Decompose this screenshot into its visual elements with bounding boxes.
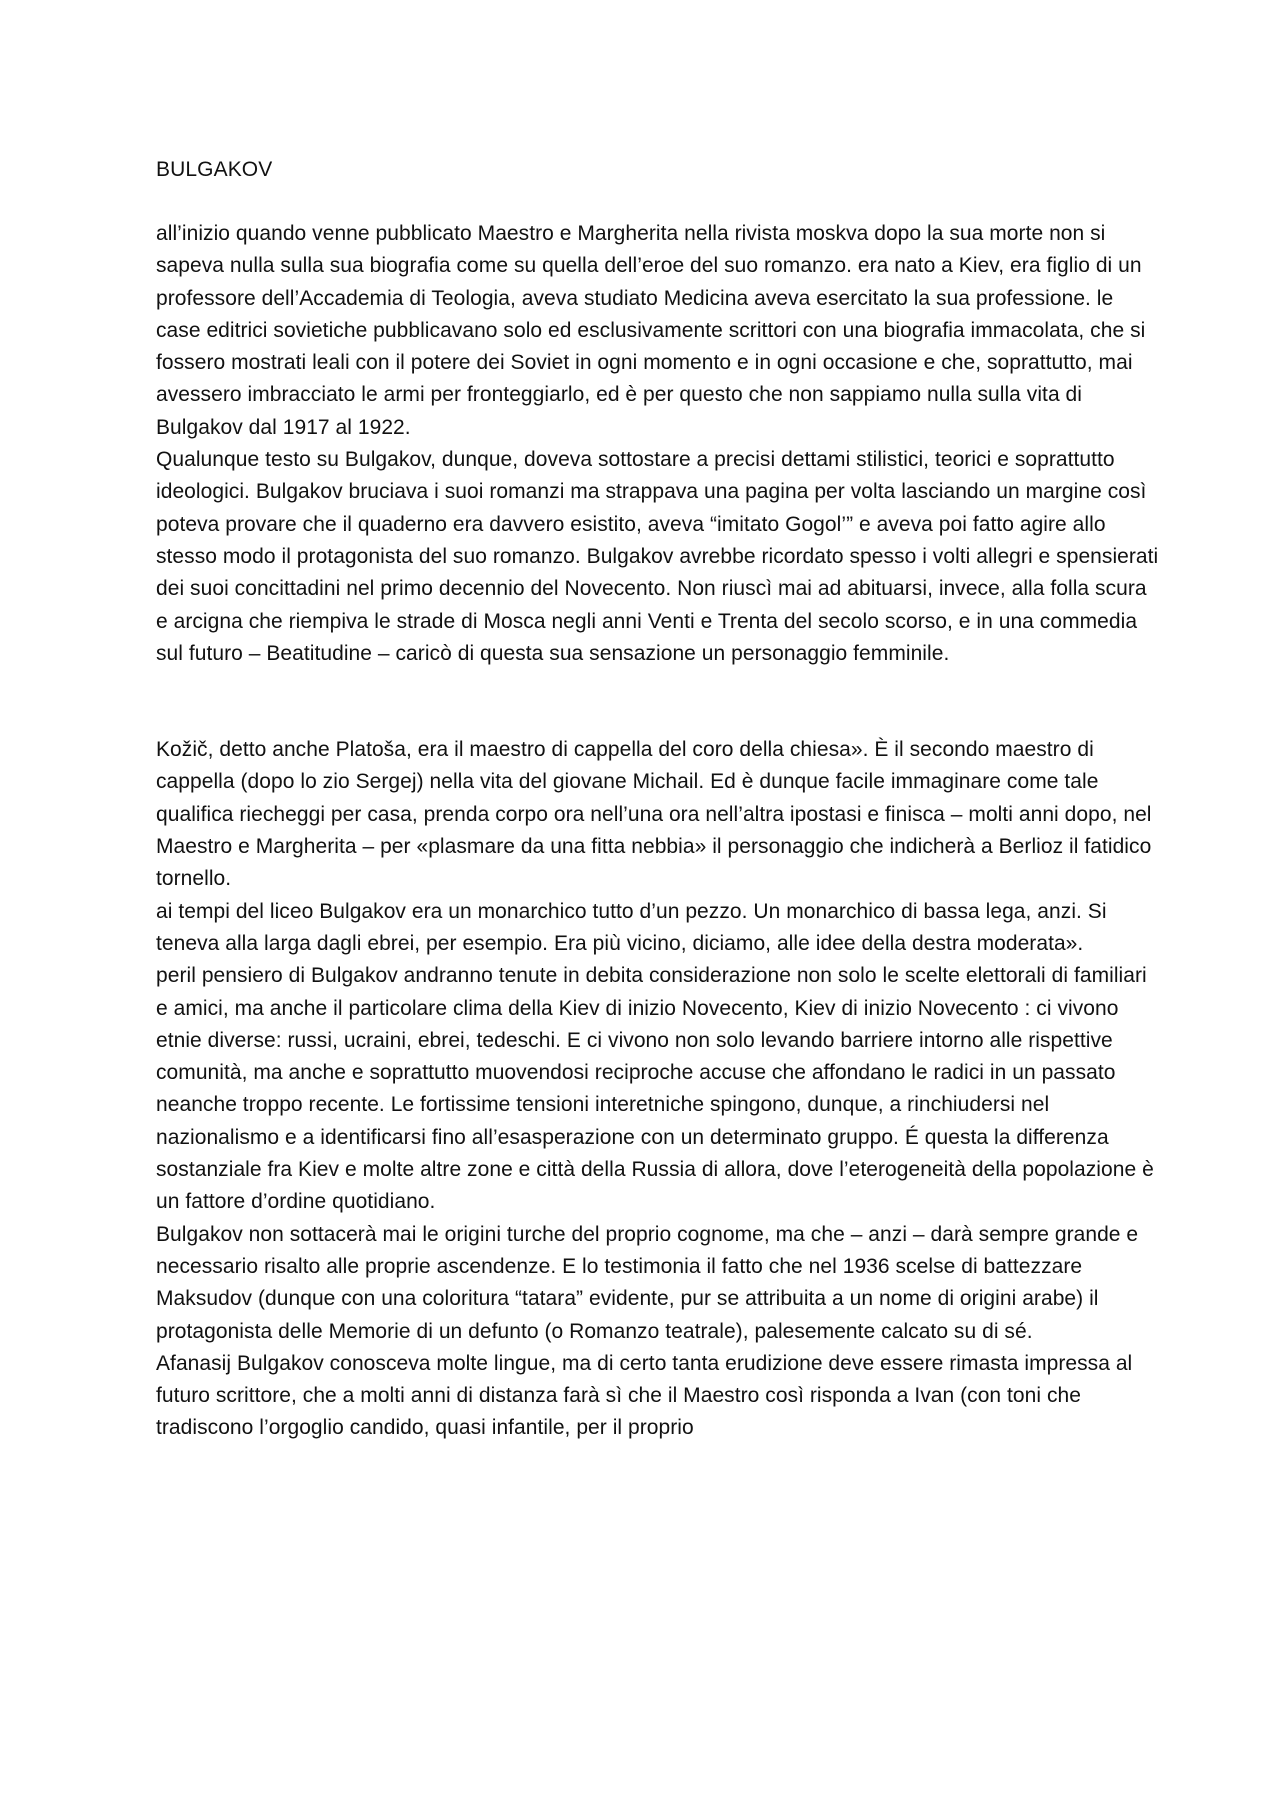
paragraph: Bulgakov non sottacerà mai le origini turche del proprio cognome, ma che – anzi – darà sempre grande e necessario risalto alle proprie ascendenze. E lo testimonia il fatto che nel 1936 scelse di battezzare Maksudov (dunque con una coloritura “tatara” evidente, pur se attribuita a un nome di origini arabe) il protagonista delle Memorie di un defunto (o Romanzo teatrale), palesemente calcato su di sé. [156,1222,1139,1343]
paragraph: Afanasij Bulgakov conosceva molte lingue, ma di certo tanta erudizione deve essere rimasta impressa al futuro scrittore, che a molti anni di distanza farà sì che il Maestro così risponda a Ivan (con toni che tradiscono l’orgoglio candido, quasi infantile, per il proprio [156,1351,1133,1440]
paragraph: ai tempi del liceo Bulgakov era un monarchico tutto d’un pezzo. Un monarchico di bassa lega, anzi. Si teneva alla larga dagli ebrei, per esempio. Era più vicino, diciamo, alle idee della destra moderata». [156,899,1107,955]
paragraph: Kožič, detto anche Platoša, era il maestro di cappella del coro della chiesa». È il secondo maestro di cappella (dopo lo zio Sergej) nella vita del giovane Michail. Ed è dunque facile immaginare come tale qualifica riecheggi per casa, prenda corpo ora nell’una ora nell’altra ipostasi e finisca – molti anni dopo, nel Maestro e Margherita – per «plasmare da una fitta nebbia» il personaggio che indicherà a Berlioz il fatidico tornello. [156,738,1152,891]
document-title: BULGAKOV [156,158,273,181]
section-2 [156,734,1160,1445]
paragraph: Qualunque testo su Bulgakov, dunque, doveva sottostare a precisi dettami stilistici, teorici e soprattutto ideologici. Bulgakov bruciava i suoi romanzi ma strappava una pagina per volta lasciando un margine così poteva provare che il quaderno era davvero esistito, aveva “imitato Gogol’” e aveva poi fatto agire allo stesso modo il protagonista del suo romanzo. Bulgakov avrebbe ricordato spesso i volti allegri e spensierati dei suoi concittadini nel primo decennio del Novecento. Non riuscì mai ad abituarsi, invece, alla folla scura e arcigna che riempiva le strade di Mosca negli anni Venti e Trenta del secolo scorso, e in una commedia sul futuro – Beatitudine – caricò di questa sua sensazione un personaggio femminile. [156,448,1159,665]
section-1 [156,218,1160,670]
paragraph: all’inizio quando venne pubblicato Maestro e Margherita nella rivista moskva dopo la sua morte non si sapeva nulla sulla sua biografia come su quella dell’eroe del suo romanzo. era nato a Kiev, era figlio di un professore dell’Accademia di Teologia, aveva studiato Medicina aveva esercitato la sua professione. le case editrici sovietiche pubblicavano solo ed esclusivamente scrittori con una biografia immacolata, che si fossero mostrati leali con il potere dei Soviet in ogni momento e in ogni occasione e che, soprattutto, mai avessero imbracciato le armi per fronteggiarlo, ed è per questo che non sappiamo nulla sulla vita di Bulgakov dal 1917 al 1922. [156,222,1146,439]
paragraph: peril pensiero di Bulgakov andranno tenute in debita considerazione non solo le scelte elettorali di familiari e amici, ma anche il particolare clima della Kiev di inizio Novecento, Kiev di inizio Novecento : ci vivono etnie diverse: russi, ucraini, ebrei, tedeschi. E ci vivono non solo levando barriere intorno alle rispettive comunità, ma anche e soprattutto muovendosi reciproche accuse che affondano le radici in un passato neanche troppo recente. Le fortissime tensioni interetniche spingono, dunque, a rinchiudersi nel nazionalismo e a identificarsi fino all’esasperazione con un determinato gruppo. É questa la differenza sostanziale fra Kiev e molte altre zone e città della Russia di allora, dove l’eterogeneità della popolazione è un fattore d’ordine quotidiano. [156,964,1154,1214]
section-spacer [156,670,1160,734]
